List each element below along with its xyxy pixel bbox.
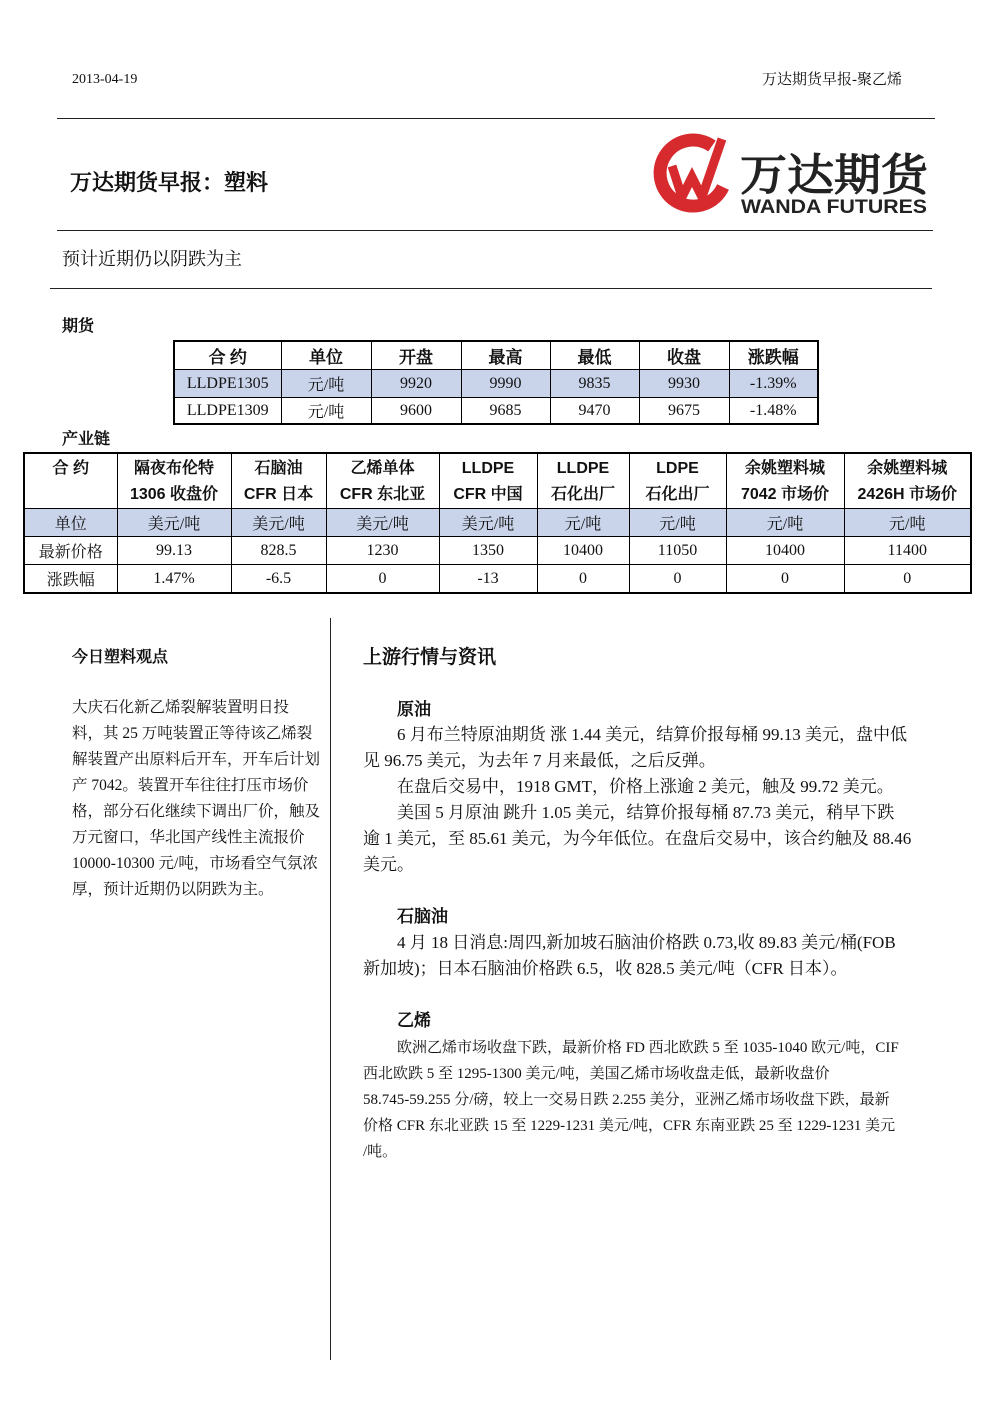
header-line: 1306 收盘价 bbox=[129, 486, 219, 503]
industry-chain-label: 产业链 bbox=[62, 431, 111, 448]
col-contract: 合 约 bbox=[174, 341, 281, 370]
header-line: CFR 东北亚 bbox=[339, 486, 426, 503]
logo-chinese-name: 万达期货 bbox=[740, 150, 932, 201]
header-divider bbox=[57, 118, 935, 119]
text-line: 10000-10300 元/吨，市场看空气氛浓 bbox=[72, 855, 318, 872]
unit-row bbox=[24, 509, 971, 537]
col-lldpe-cfr bbox=[439, 453, 537, 509]
cell-unit: 元/吨 bbox=[281, 370, 371, 398]
text-line: /吨。 bbox=[363, 1144, 398, 1160]
table-cell: -13 bbox=[439, 565, 537, 594]
cell-low: 9835 bbox=[550, 370, 639, 398]
section-title-ethylene: 乙烯 bbox=[397, 1011, 431, 1030]
text-line: 见 96.75 美元，为去年 7 月来最低，之后反弹。 bbox=[363, 751, 716, 770]
column-divider bbox=[330, 618, 331, 1360]
section-title-naphtha: 石脑油 bbox=[397, 907, 448, 926]
table-cell: 元/吨 bbox=[537, 509, 629, 537]
table-cell: 828.5 bbox=[231, 537, 326, 565]
futures-table bbox=[173, 340, 819, 425]
table-cell: 1230 bbox=[326, 537, 439, 565]
document-name: 万达期货早报-聚乙烯 bbox=[762, 72, 902, 88]
chain-header-row bbox=[24, 453, 971, 509]
table-cell: 美元/吨 bbox=[231, 509, 326, 537]
table-cell: 0 bbox=[537, 565, 629, 594]
header-line: 余姚塑料城 bbox=[867, 460, 948, 477]
header-line: 余姚塑料城 bbox=[744, 460, 825, 477]
upstream-news-column bbox=[363, 646, 938, 1165]
cell-change: -1.48% bbox=[729, 398, 818, 425]
text-line: 美国 5 月原油 跳升 1.05 美元，结算价报每桶 87.73 美元，稍早下跌 bbox=[397, 803, 895, 822]
text-line: 厚，预计近期仍以阴跌为主。 bbox=[72, 881, 274, 898]
table-cell: 10400 bbox=[726, 537, 844, 565]
futures-label: 期货 bbox=[62, 318, 95, 335]
market-view-heading: 今日塑料观点 bbox=[72, 649, 169, 666]
text-line: 4 月 18 日消息:周四,新加坡石脑油价格跌 0.73,收 89.83 美元/桶(FOB bbox=[397, 933, 896, 952]
wanda-w-logo-icon bbox=[660, 139, 723, 206]
header-line: CFR 日本 bbox=[243, 486, 314, 503]
report-date: 2013-04-19 bbox=[72, 72, 138, 87]
row-label: 涨跌幅 bbox=[24, 565, 117, 594]
text-line: 解装置产出原料后开车，开车后计划 bbox=[72, 751, 321, 768]
table-cell: 元/吨 bbox=[629, 509, 726, 537]
table-cell: 11050 bbox=[629, 537, 726, 565]
table-cell: 0 bbox=[844, 565, 971, 594]
table-cell: 元/吨 bbox=[844, 509, 971, 537]
text-line: 料，其 25 万吨装置正等待该乙烯裂 bbox=[72, 725, 313, 742]
col-ldpe-factory bbox=[629, 453, 726, 509]
company-logo bbox=[650, 133, 932, 219]
title-divider bbox=[57, 230, 933, 231]
table-cell: -6.5 bbox=[231, 565, 326, 594]
col-unit: 单位 bbox=[281, 341, 371, 370]
header-line: 隔夜布伦特 bbox=[133, 460, 214, 477]
header-line: 石化出厂 bbox=[550, 486, 615, 503]
table-cell: 1.47% bbox=[117, 565, 231, 594]
col-yuyao-2426h bbox=[844, 453, 971, 509]
col-lldpe-factory bbox=[537, 453, 629, 509]
text-line: 美元。 bbox=[363, 855, 414, 874]
header-line: 石化出厂 bbox=[645, 486, 710, 503]
table-cell: 0 bbox=[726, 565, 844, 594]
text-line: 西北欧跌 5 至 1295-1300 美元/吨，美国乙烯市场收盘走低，最新收盘价 bbox=[363, 1066, 830, 1082]
change-row bbox=[24, 565, 971, 594]
table-row bbox=[174, 398, 818, 425]
text-line: 产 7042。装置开车往往打压市场价 bbox=[72, 777, 309, 794]
cell-contract: LLDPE1305 bbox=[174, 370, 281, 398]
market-view-column bbox=[72, 646, 328, 903]
text-line: 新加坡)；日本石脑油价格跌 6.5，收 828.5 美元/吨（CFR 日本）。 bbox=[363, 959, 848, 978]
col-yuyao-7042 bbox=[726, 453, 844, 509]
upstream-news-heading: 上游行情与资讯 bbox=[363, 647, 497, 668]
logo-english-name: WANDA FUTURES bbox=[741, 197, 927, 218]
table-cell: 美元/吨 bbox=[439, 509, 537, 537]
cell-high: 9685 bbox=[461, 398, 550, 425]
text-line: 格，部分石化继续下调出厂价，触及 bbox=[72, 803, 321, 820]
cell-close: 9675 bbox=[639, 398, 729, 425]
col-ethylene bbox=[326, 453, 439, 509]
text-line: 在盘后交易中，1918 GMT，价格上涨逾 2 美元，触及 99.72 美元。 bbox=[397, 777, 894, 796]
table-cell: 0 bbox=[326, 565, 439, 594]
page-title: 万达期货早报：塑料 bbox=[70, 170, 269, 195]
col-naphtha bbox=[231, 453, 326, 509]
header-line: CFR 中国 bbox=[453, 486, 523, 503]
industry-chain-table bbox=[23, 452, 972, 594]
col-change: 涨跌幅 bbox=[729, 341, 818, 370]
text-line: 6 月布兰特原油期货 涨 1.44 美元，结算价报每桶 99.13 美元，盘中低 bbox=[397, 725, 907, 744]
table-cell: 0 bbox=[629, 565, 726, 594]
futures-header-row bbox=[174, 341, 818, 370]
row-label: 最新价格 bbox=[24, 537, 117, 565]
text-line: 欧洲乙烯市场收盘下跌，最新价格 FD 西北欧跌 5 至 1035-1040 欧元/吨，CIF bbox=[397, 1040, 899, 1056]
cell-open: 9920 bbox=[371, 370, 461, 398]
cell-high: 9990 bbox=[461, 370, 550, 398]
table-cell: 99.13 bbox=[117, 537, 231, 565]
table-cell: 美元/吨 bbox=[117, 509, 231, 537]
cell-close: 9930 bbox=[639, 370, 729, 398]
cell-change: -1.39% bbox=[729, 370, 818, 398]
table-row bbox=[174, 370, 818, 398]
text-line: 逾 1 美元，至 85.61 美元，为今年低位。在盘后交易中，该合约触及 88.46 bbox=[363, 829, 912, 848]
header-line: 石脑油 bbox=[254, 460, 303, 477]
text-line: 万元窗口，华北国产线性主流报价 bbox=[72, 829, 305, 846]
table-cell: 1350 bbox=[439, 537, 537, 565]
header-line: LLDPE bbox=[556, 460, 610, 477]
header-line: LDPE bbox=[656, 460, 699, 477]
crude-oil-paragraphs bbox=[363, 722, 938, 878]
cell-low: 9470 bbox=[550, 398, 639, 425]
table-cell: 10400 bbox=[537, 537, 629, 565]
market-view-body bbox=[72, 695, 328, 903]
text-line: 58.745-59.255 分/磅，较上一交易日跌 2.255 美分，亚洲乙烯市场收盘下跌，最新 bbox=[363, 1092, 890, 1108]
table-cell: 美元/吨 bbox=[326, 509, 439, 537]
cell-unit: 元/吨 bbox=[281, 398, 371, 425]
table-cell: 元/吨 bbox=[726, 509, 844, 537]
summary-subtitle: 预计近期仍以阴跌为主 bbox=[62, 249, 242, 269]
header-line: 2426H 市场价 bbox=[857, 486, 958, 503]
naphtha-paragraphs bbox=[363, 930, 938, 982]
subtitle-divider bbox=[50, 288, 932, 289]
col-brent bbox=[117, 453, 231, 509]
row-label: 单位 bbox=[24, 509, 117, 537]
cell-contract: LLDPE1309 bbox=[174, 398, 281, 425]
col-open: 开盘 bbox=[371, 341, 461, 370]
col-close: 收盘 bbox=[639, 341, 729, 370]
table-cell: 11400 bbox=[844, 537, 971, 565]
latest-price-row bbox=[24, 537, 971, 565]
text-line: 大庆石化新乙烯裂解装置明日投 bbox=[72, 699, 290, 716]
col-low: 最低 bbox=[550, 341, 639, 370]
header-line: 乙烯单体 bbox=[350, 460, 415, 477]
header-line: LLDPE bbox=[461, 460, 515, 477]
section-title-crude-oil: 原油 bbox=[397, 700, 431, 719]
ethylene-paragraphs bbox=[363, 1035, 938, 1165]
col-high: 最高 bbox=[461, 341, 550, 370]
col-contract bbox=[24, 453, 117, 509]
header-line: 合 约 bbox=[52, 460, 89, 477]
text-line: 价格 CFR 东北亚跌 15 至 1229-1231 美元/吨，CFR 东南亚跌 25 至 1229-1231 美元 bbox=[363, 1118, 896, 1134]
header-line: 7042 市场价 bbox=[740, 486, 830, 503]
cell-open: 9600 bbox=[371, 398, 461, 425]
